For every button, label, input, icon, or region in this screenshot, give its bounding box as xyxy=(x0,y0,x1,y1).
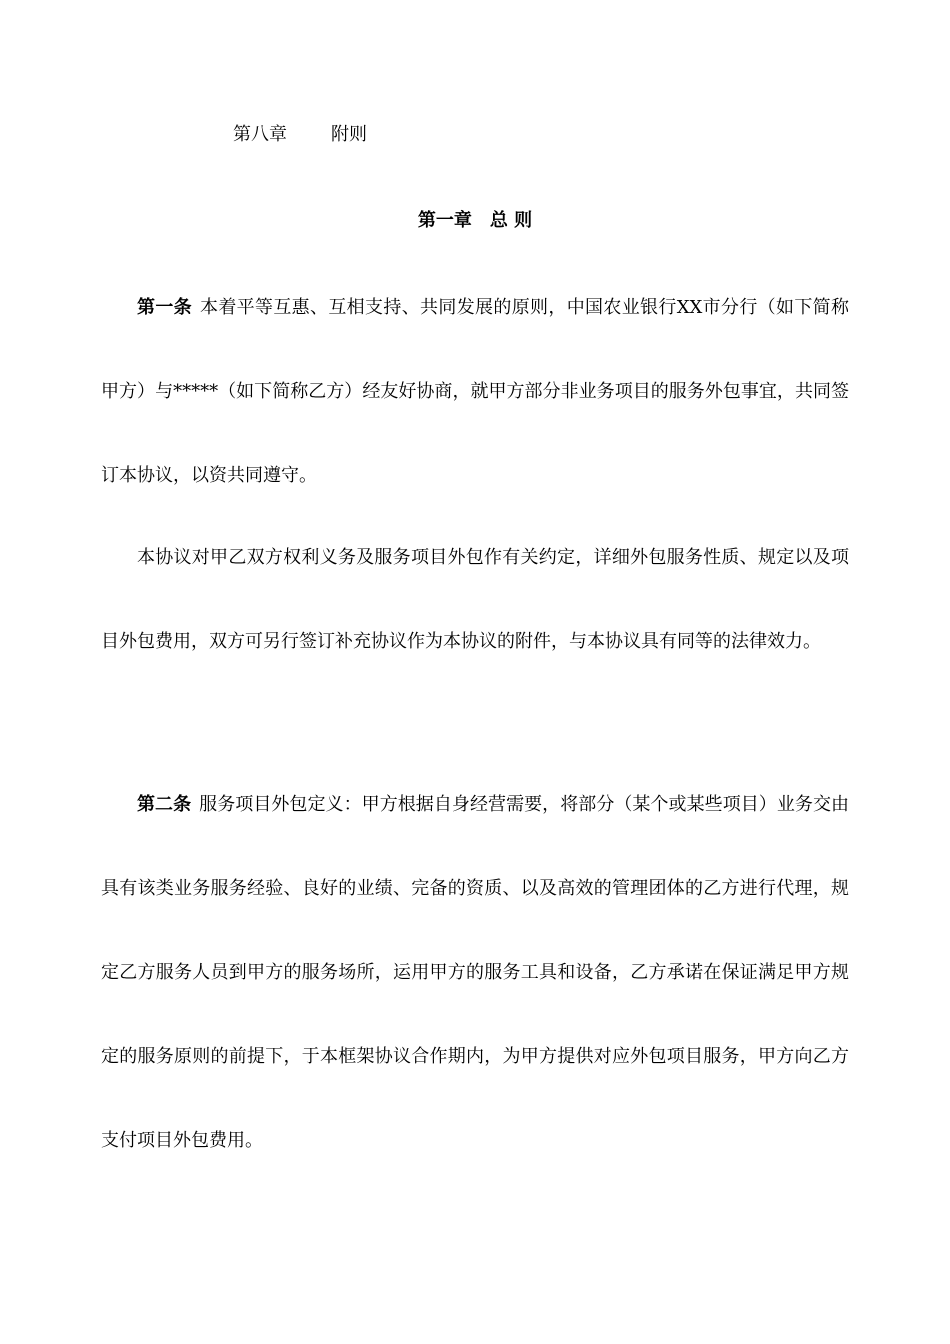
chapter-1-heading xyxy=(0,208,950,234)
toc-chapter-number: 第八章 xyxy=(233,124,287,145)
toc-entry-chapter-8 xyxy=(233,122,367,148)
chapter-1-number: 第一章 xyxy=(417,210,472,231)
article-2-paragraph xyxy=(101,763,849,1183)
article-2-text: 服务项目外包定义：甲方根据自身经营需要，将部分（某个或某些项目）业务交由具有该类业务服务经验、良好的业绩、完备的资质、以及高效的管理团体的乙方进行代理，规定乙方服务人员到甲方的服务场所，运用甲方的服务工具和设备，乙方承诺在保证满足甲方规定的服务原则的前提下，于本框架协议合作期内，为甲方提供对应外包项目服务，甲方向乙方支付项目外包费用。 xyxy=(101,794,850,1151)
chapter-1-title: 总 则 xyxy=(489,210,533,231)
article-1-supplement-text: 本协议对甲乙双方权利义务及服务项目外包作有关约定，详细外包服务性质、规定以及项目外包费用，双方可另行签订补充协议作为本协议的附件，与本协议具有同等的法律效力。 xyxy=(101,547,849,652)
article-1-supplement-paragraph xyxy=(101,516,849,684)
article-2-label: 第二条 xyxy=(137,794,192,815)
article-1-text: 本着平等互惠、互相支持、共同发展的原则，中国农业银行XX市分行（如下简称甲方）与*****（如下简称乙方）经友好协商，就甲方部分非业务项目的服务外包事宜，共同签订本协议，以资共同遵守。 xyxy=(101,297,849,486)
toc-chapter-title: 附则 xyxy=(331,124,367,145)
article-1-paragraph xyxy=(101,266,849,518)
article-1-label: 第一条 xyxy=(137,297,193,318)
